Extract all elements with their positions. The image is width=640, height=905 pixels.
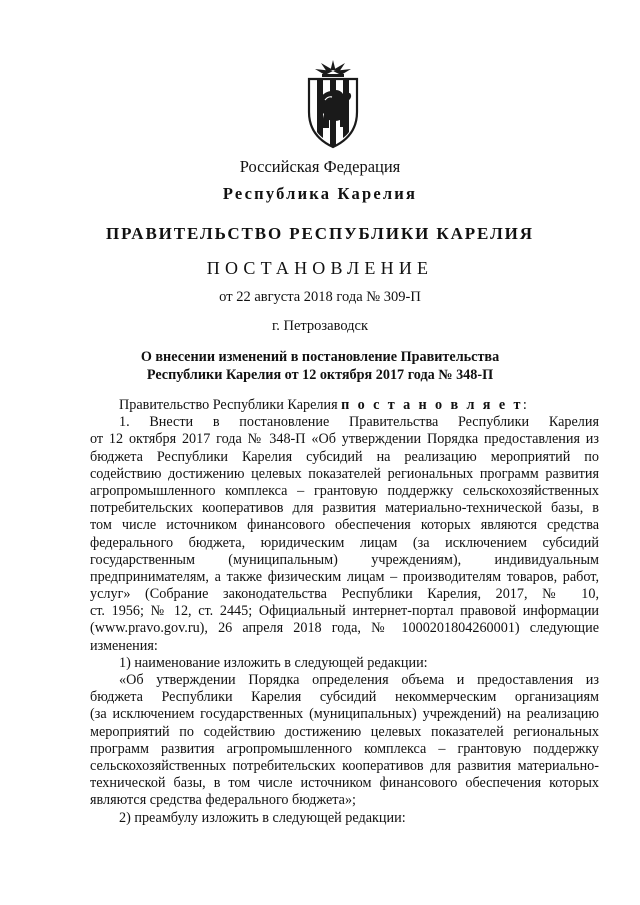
body-line: «Об утверждении Порядка определения объема и предоставления из	[119, 672, 599, 688]
body-line: бюджета Республики Карелия субсидий на реализацию мероприятий по	[90, 448, 599, 465]
country-name: Российская Федерация	[239, 157, 401, 176]
body-line: сельскохозяйственных потребительских кооперативов для развития материально-	[90, 757, 599, 774]
body-line: (www.pravo.gov.ru), 26 апреля 2018 года, № 1000201804260001) следующие	[90, 620, 599, 637]
body-line: технической базы, в том числе источником финансового обеспечения которых	[90, 775, 599, 792]
document-city: г. Петрозаводск	[271, 318, 369, 334]
karelia-coat-of-arms-icon	[295, 58, 371, 150]
document-date-number: от 22 августа 2018 года № 309-П	[219, 289, 421, 305]
body-line: бюджета Республики Карелия субсидий некоммерческим организациям	[90, 689, 599, 706]
body-line: потребительских кооперативов для развития материально-технической базы, в	[90, 500, 599, 517]
document-body	[90, 397, 599, 827]
subject-line: О внесении изменений в постановление Правительства	[140, 349, 500, 365]
body-line: содействию достижению целевых показателей региональных программ развития	[90, 465, 599, 482]
body-line: от 12 октября 2017 года № 348-П «Об утверждении Порядка предоставления из	[90, 431, 599, 448]
body-line: 1. Внести в постановление Правительства Республики Карелия	[119, 414, 599, 431]
body-line: федерального бюджета, юридическим лицам (за исключением субсидий	[90, 534, 599, 551]
body-line: ст. 1956; № 12, ст. 2445; Официальный интернет-портал правовой информации	[90, 603, 599, 620]
body-line: агропромышленного комплекса – грантовую поддержку сельскохозяйственных	[90, 482, 599, 499]
preamble-colon: :	[522, 397, 527, 413]
body-line: том числе источником финансового обеспечения которых являются средства	[90, 517, 599, 534]
republic-name: Республика Карелия	[222, 184, 418, 203]
government-name: ПРАВИТЕЛЬСТВО РЕСПУБЛИКИ КАРЕЛИЯ	[106, 224, 534, 243]
body-line: программ развития агропромышленного комплекса – грантовую поддержку	[90, 740, 599, 757]
body-line: являются средства федерального бюджета»;	[90, 792, 356, 809]
subject-line: Республики Карелия от 12 октября 2017 года № 348-П	[146, 367, 494, 383]
body-line: предпринимателям, а также физическим лицам – производителям товаров, работ,	[90, 568, 599, 585]
document-type: ПОСТАНОВЛЕНИЕ	[206, 258, 434, 278]
preamble-line	[90, 397, 599, 414]
body-line: (за исключением государственных (муниципальных) учреждений) на реализацию	[90, 706, 599, 723]
body-line: услуг» (Собрание законодательства Республики Карелия, 2017, № 10,	[90, 586, 599, 603]
body-line: государственным (муниципальным) учреждениям), индивидуальным	[90, 551, 599, 568]
body-line: мероприятий по содействию достижению целевых показателей региональных	[90, 723, 599, 740]
body-line: 1) наименование изложить в следующей редакции:	[119, 654, 428, 671]
body-line: 2) преамбулу изложить в следующей редакции:	[119, 809, 406, 826]
preamble-text: Правительство Республики Карелия	[119, 397, 342, 413]
body-line: изменения:	[90, 637, 158, 654]
decree-word: п о с т а н о в л я е т	[341, 397, 523, 413]
document-subject	[120, 348, 520, 384]
